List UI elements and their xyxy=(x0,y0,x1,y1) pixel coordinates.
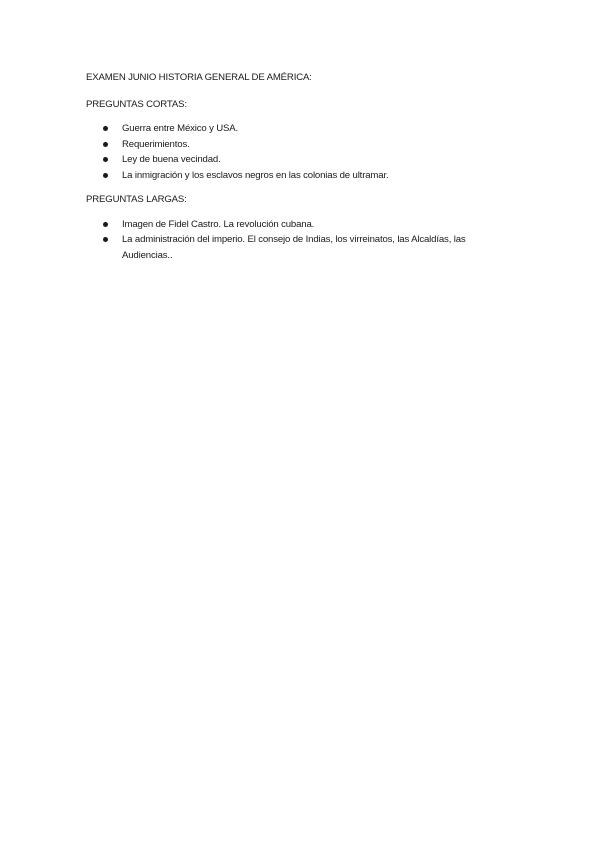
bullet-icon xyxy=(103,222,108,227)
bullet-icon xyxy=(103,237,108,242)
list-item-text: Requerimientos. xyxy=(122,138,190,150)
list-item-text: La inmigración y los esclavos negros en las colonias de ultramar. xyxy=(122,169,389,181)
bullet-icon xyxy=(103,142,108,147)
bullet-icon xyxy=(103,157,108,162)
list-item-text: Imagen de Fidel Castro. La revolución cubana. xyxy=(122,218,315,230)
list-item xyxy=(86,217,516,233)
list-item-text: Guerra entre México y USA. xyxy=(122,123,239,134)
bullet-icon xyxy=(103,126,108,131)
long-questions-list xyxy=(86,217,516,264)
section-heading-short-questions: PREGUNTAS CORTAS: xyxy=(86,98,187,110)
list-item xyxy=(86,137,516,153)
list-item xyxy=(86,168,516,184)
list-item xyxy=(86,232,516,263)
section-heading-long-questions: PREGUNTAS LARGAS: xyxy=(86,194,187,205)
list-item xyxy=(86,152,516,168)
list-item xyxy=(86,121,516,137)
document-body xyxy=(86,70,516,272)
short-questions-list xyxy=(86,121,516,183)
list-item-text: Ley de buena vecindad. xyxy=(122,154,221,165)
list-item-text: La administración del imperio. El consejo de Indias, los virreinatos, las Alcaldías, las Audiencias.. xyxy=(122,234,466,261)
document-title: EXAMEN JUNIO HISTORIA GENERAL DE AMÉRICA: xyxy=(86,72,312,83)
bullet-icon xyxy=(103,173,108,178)
